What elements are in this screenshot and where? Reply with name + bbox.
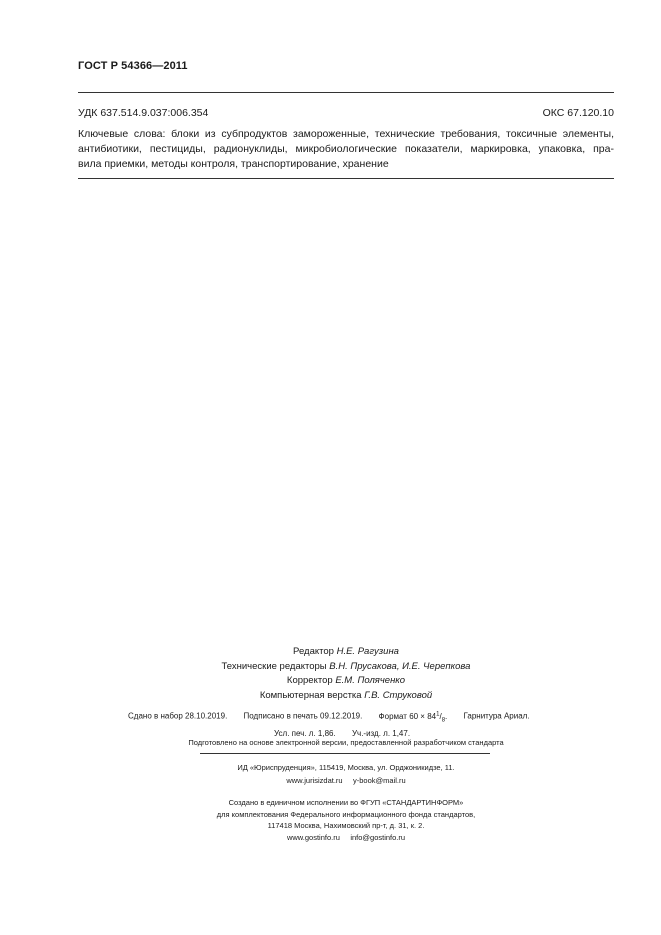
publisher-site: www.jurisizdat.ru [286, 775, 343, 785]
manufacturer-line-3: 117418 Москва, Нахимовский пр-т, д. 31, к. 2. [267, 821, 425, 830]
submitted-date: Сдано в набор 28.10.2019. [128, 711, 228, 721]
format-prefix: Формат 60 × 84 [378, 711, 437, 721]
keywords-line-1: Ключевые слова: блоки из субпродуктов замороженные, технические требования, токсичные элементы, [78, 128, 614, 140]
manufacturer-line-2: для комплектования Федерального информационного фонда стандартов, [216, 809, 476, 819]
manufacturer-contacts [78, 832, 614, 844]
format-denominator: 8 [441, 717, 446, 724]
corrector-label: Корректор [286, 675, 333, 686]
tech-editors-names: В.Н. Прусакова, И.Е. Черепкова [329, 660, 471, 672]
credits-block [78, 645, 614, 703]
publisher-address: ИД «Юриспруденция», 115419, Москва, ул. Орджоникидзе, 11. [237, 763, 455, 772]
format-suffix: . [445, 711, 448, 721]
manufacturer-email: info@gostinfo.ru [350, 832, 406, 842]
udk-code: УДК 637.514.9.037:006.354 [78, 107, 209, 119]
print-sheets: Усл. печ. л. 1,86. [274, 729, 336, 739]
corrector-credit [78, 674, 614, 689]
publisher-contacts [78, 775, 614, 788]
tech-editors-label: Технические редакторы [221, 660, 327, 672]
imprint-divider [200, 753, 490, 754]
publisher-block [78, 762, 614, 787]
editor-name: Н.Е. Рагузина [336, 646, 399, 657]
standard-code: ГОСТ Р 54366—2011 [78, 60, 188, 72]
print-info [78, 708, 614, 740]
keywords-divider [78, 178, 614, 179]
keywords-line-3: вила приемки, методы контроля, транспортирование, хранение [78, 158, 389, 170]
manufacturer-site: www.gostinfo.ru [286, 832, 340, 842]
manufacturer-line-1: Создано в единичном исполнении во ФГУП «СТАНДАРТИНФОРМ» [228, 798, 464, 807]
editor-label: Редактор [293, 646, 334, 657]
prepared-note: Подготовлено на основе электронной версии, предоставленной разработчиком стандарта [188, 738, 504, 747]
oks-code: ОКС 67.120.10 [542, 107, 614, 119]
print-info-row-1 [78, 708, 614, 727]
tech-editors-credit [78, 660, 614, 675]
keywords-line-2: антибиотики, пестициды, радионуклиды, микробиологические показатели, маркировка, упаковка, пра- [78, 143, 614, 155]
editor-credit [78, 645, 614, 660]
publisher-sheets: Уч.-изд. л. 1,47. [351, 729, 411, 739]
signed-date: Подписано в печать 09.12.2019. [243, 711, 363, 721]
publisher-email: y-book@mail.ru [353, 775, 406, 785]
manufacturer-block [78, 797, 614, 843]
layout-label: Компьютерная верстка [259, 689, 362, 701]
layout-credit [78, 689, 614, 704]
header-divider [78, 92, 614, 93]
typeface: Гарнитура Ариал. [463, 711, 530, 721]
format-numerator: 1 [436, 711, 440, 717]
keywords-block [78, 127, 614, 172]
corrector-name: Е.М. Поляченко [335, 675, 406, 686]
layout-name: Г.В. Струковой [364, 689, 433, 701]
paper-format: Формат $60 \times 84^1/_8$. [378, 711, 448, 724]
